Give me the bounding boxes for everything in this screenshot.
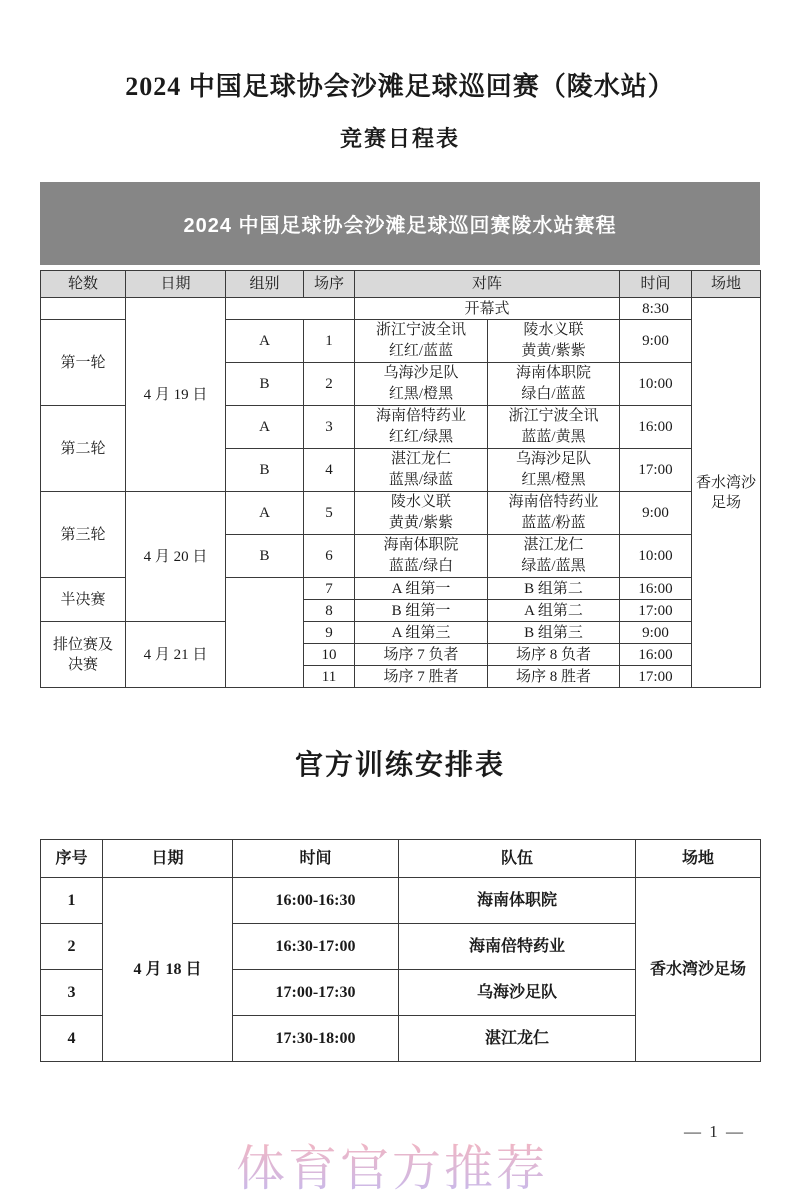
team-name: 海南倍特药业: [375, 408, 466, 424]
venue-cell: 香水湾沙足场: [692, 298, 761, 688]
home-team-cell: [355, 492, 488, 535]
venue-cell: 香水湾沙足场: [636, 878, 761, 1062]
away-team-cell: [488, 320, 620, 363]
group-cell: B: [226, 363, 304, 406]
col-round: 轮数: [41, 271, 126, 298]
watermark-text: 体育官方推荐: [236, 1130, 548, 1200]
date-cell-apr21: 4 月 21 日: [126, 622, 226, 688]
time-cell: 9:00: [620, 622, 692, 644]
time-cell: 16:00: [620, 578, 692, 600]
training-title: 官方训练安排表: [294, 750, 505, 781]
order-cell: 1: [304, 320, 355, 363]
no-cell: 4: [41, 1016, 103, 1062]
round-cell: 第三轮: [41, 492, 126, 578]
time-cell: 9:00: [620, 492, 692, 535]
no-cell: 3: [41, 970, 103, 1016]
home-team-cell: B 组第一: [355, 600, 488, 622]
order-cell: 5: [304, 492, 355, 535]
time-cell: 17:00-17:30: [233, 970, 399, 1016]
time-cell: 17:00: [620, 666, 692, 688]
match-row: [41, 492, 761, 535]
team-kit: 蓝蓝/粉蓝: [521, 515, 586, 531]
away-team-cell: B 组第二: [488, 578, 620, 600]
team-cell: 海南体职院: [399, 878, 636, 924]
away-team-cell: B 组第三: [488, 622, 620, 644]
schedule-header-row: [41, 271, 761, 298]
time-cell: 10:00: [620, 363, 692, 406]
away-team-cell: [488, 363, 620, 406]
order-cell: 4: [304, 449, 355, 492]
time-cell: 17:30-18:00: [233, 1016, 399, 1062]
group-cell: A: [226, 406, 304, 449]
team-name: 陵水义联: [390, 494, 451, 510]
date-cell-apr19: 4 月 19 日: [126, 298, 226, 492]
team-kit: 黄黄/紫紫: [388, 515, 454, 531]
col-venue: 场地: [692, 271, 761, 298]
group-cell: A: [226, 320, 304, 363]
col-team: 队伍: [399, 840, 636, 878]
time-cell: 16:00-16:30: [233, 878, 399, 924]
order-cell: 10: [304, 644, 355, 666]
team-name: 湛江龙仁: [523, 537, 584, 553]
order-cell: 7: [304, 578, 355, 600]
team-kit: 蓝蓝/绿白: [388, 558, 454, 574]
time-cell: 17:00: [620, 449, 692, 492]
team-cell: 乌海沙足队: [399, 970, 636, 1016]
time-cell: 16:00: [620, 644, 692, 666]
round-line: 排位赛及: [52, 636, 113, 653]
round-empty-cell: [41, 298, 126, 320]
round-cell: 第二轮: [41, 406, 126, 492]
team-name: 乌海沙足队: [516, 451, 592, 467]
round-cell: 半决赛: [41, 578, 126, 622]
round-cell: [41, 622, 126, 688]
home-team-cell: A 组第一: [355, 578, 488, 600]
team-kit: 绿白/蓝蓝: [521, 386, 586, 402]
away-team-cell: [488, 406, 620, 449]
team-name: 海南体职院: [383, 537, 459, 553]
home-team-cell: [355, 363, 488, 406]
away-team-cell: [488, 492, 620, 535]
team-kit: 红红/蓝蓝: [388, 343, 454, 359]
time-cell: 16:30-17:00: [233, 924, 399, 970]
team-kit: 红红/绿黑: [388, 429, 454, 445]
match-row: [41, 622, 761, 644]
round-line: 决赛: [67, 656, 98, 673]
home-team-cell: 场序 7 胜者: [355, 666, 488, 688]
order-cell: 6: [304, 535, 355, 578]
group-empty-cell: [226, 578, 304, 688]
team-kit: 黄黄/紫紫: [521, 343, 586, 359]
group-cell: B: [226, 449, 304, 492]
away-team-cell: [488, 449, 620, 492]
team-name: 海南倍特药业: [508, 494, 599, 510]
home-team-cell: 场序 7 负者: [355, 644, 488, 666]
round-cell: 第一轮: [41, 320, 126, 406]
order-cell: 8: [304, 600, 355, 622]
opening-row: [41, 298, 761, 320]
away-team-cell: 场序 8 负者: [488, 644, 620, 666]
opening-ceremony-cell: 开幕式: [355, 298, 620, 320]
col-matchup: 对阵: [355, 271, 620, 298]
team-name: 海南体职院: [516, 365, 592, 381]
away-team-cell: 场序 8 胜者: [488, 666, 620, 688]
group-order-empty-cell: [226, 298, 355, 320]
no-cell: 2: [41, 924, 103, 970]
time-cell: 10:00: [620, 535, 692, 578]
time-cell: 8:30: [620, 298, 692, 320]
away-team-cell: A 组第二: [488, 600, 620, 622]
group-cell: A: [226, 492, 304, 535]
time-cell: 9:00: [620, 320, 692, 363]
page-subtitle: 竞赛日程表: [339, 126, 460, 151]
training-row: [41, 878, 761, 924]
order-cell: 11: [304, 666, 355, 688]
col-date: 日期: [103, 840, 233, 878]
team-kit: 蓝蓝/黄黑: [521, 429, 586, 445]
away-team-cell: [488, 535, 620, 578]
team-name: 浙江宁波全讯: [508, 408, 599, 424]
group-cell: B: [226, 535, 304, 578]
team-name: 陵水义联: [523, 322, 584, 338]
schedule-table: [40, 270, 761, 688]
col-time: 时间: [620, 271, 692, 298]
training-table: [40, 839, 761, 1062]
order-cell: 3: [304, 406, 355, 449]
home-team-cell: [355, 449, 488, 492]
team-name: 乌海沙足队: [383, 365, 459, 381]
col-order: 场序: [304, 271, 355, 298]
time-cell: 17:00: [620, 600, 692, 622]
date-cell-apr18: 4 月 18 日: [103, 878, 233, 1062]
order-cell: 2: [304, 363, 355, 406]
no-cell: 1: [41, 878, 103, 924]
col-group: 组别: [226, 271, 304, 298]
home-team-cell: [355, 535, 488, 578]
col-time: 时间: [233, 840, 399, 878]
team-kit: 绿蓝/蓝黑: [521, 558, 586, 574]
page-number: — 1 —: [684, 1122, 745, 1141]
schedule-banner: 2024 中国足球协会沙滩足球巡回赛陵水站赛程: [40, 182, 760, 265]
team-kit: 红黑/橙黑: [521, 472, 586, 488]
col-venue: 场地: [636, 840, 761, 878]
order-cell: 9: [304, 622, 355, 644]
team-kit: 红黑/橙黑: [388, 386, 454, 402]
team-cell: 湛江龙仁: [399, 1016, 636, 1062]
col-date: 日期: [126, 271, 226, 298]
time-cell: 16:00: [620, 406, 692, 449]
home-team-cell: [355, 320, 488, 363]
team-name: 湛江龙仁: [390, 451, 451, 467]
page-title: 2024 中国足球协会沙滩足球巡回赛（陵水站）: [125, 72, 675, 101]
home-team-cell: [355, 406, 488, 449]
date-cell-apr20: 4 月 20 日: [126, 492, 226, 622]
team-name: 浙江宁波全讯: [375, 322, 466, 338]
team-cell: 海南倍特药业: [399, 924, 636, 970]
home-team-cell: A 组第三: [355, 622, 488, 644]
col-no: 序号: [41, 840, 103, 878]
training-header-row: [41, 840, 761, 878]
team-kit: 蓝黑/绿蓝: [388, 472, 454, 488]
